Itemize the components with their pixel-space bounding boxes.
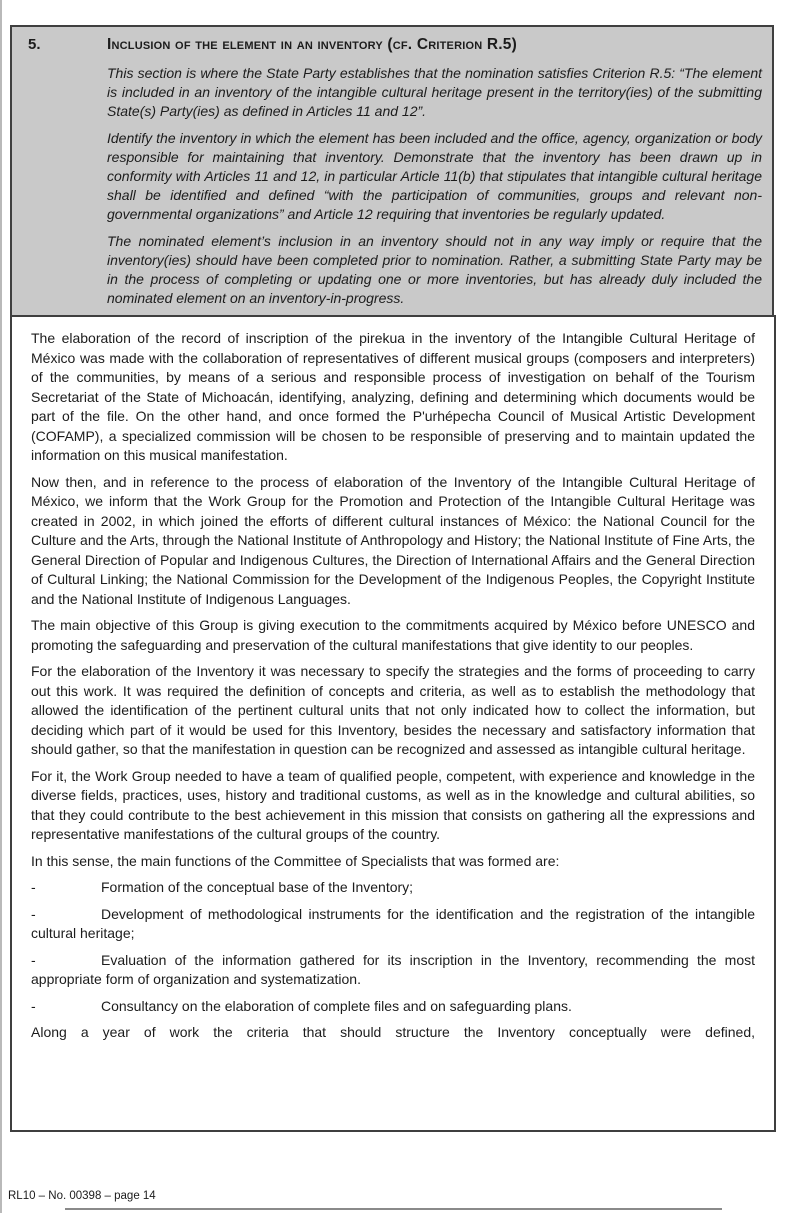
bullet-item — [31, 997, 755, 1017]
bullet-dash: - — [31, 879, 36, 895]
body-paragraph: The elaboration of the record of inscription of the pirekua in the inventory of the Intangible Cultural Heritage of México was made with the collaboration of representatives of different musical groups (composers and interpreters) of the communities, by means of a serious and responsible process of investigation on behalf of the Tourism Secretariat of the State of Michoacán, identifying, analyzing, defining and determining which documents would be part of the file. On the other hand, and once formed the P'urhépecha Council of Musical Artistic Development (COFAMP), a specialized commission will be chosen to be responsible of preserving and to maintain updated the information on this musical manifestation. — [31, 330, 755, 463]
body-paragraph: For the elaboration of the Inventory it was necessary to specify the strategies and the forms of proceeding to carry out this work. It was required the definition of concepts and criteria, as well as to establish the methodology that allowed the identification of the pertinent cultural units that not only indicated how to collect the information, but deciding which part of it would be used for this Inventory, besides the necessary and satisfactory information that should gather, so that the manifestation in question can be recognized and assessed as intangible cultural heritage. — [31, 663, 755, 757]
bullet-dash: - — [31, 951, 36, 968]
bullet-text: Consultancy on the elaboration of complete files and on safeguarding plans. — [101, 997, 572, 1014]
instruction-paragraph: This section is where the State Party establishes that the nomination satisfies Criterion R.5: “The element is included in an inventory of the intangible cultural heritage present in the territory(ies) of the submitting State(s) Party(ies) as defined in Articles 11 and 12”. — [107, 65, 762, 119]
next-table-top-border — [65, 1208, 722, 1210]
page-footer: RL10 – No. 00398 – page 14 — [8, 1190, 156, 1202]
instruction-paragraph: Identify the inventory in which the element has been included and the office, agency, organization or body responsible for maintaining that inventory. Demonstrate that the inventory has been drawn up in conformity with Articles 11 and 12, in particular Article 11(b) that stipulates that intangible cultural heritage shall be identified and defined “with the participation of communities, groups and relevant non-governmental organizations” and Article 12 requiring that inventories be regularly updated. — [107, 130, 762, 222]
bullet-text: Development of methodological instruments for the identification and the registration of the intangible cultural heritage; — [31, 905, 755, 941]
body-paragraph: In this sense, the main functions of the Committee of Specialists that was formed are: — [31, 852, 560, 869]
bullet-item — [31, 951, 755, 990]
bullet-dash: - — [31, 905, 36, 922]
bullet-text: Evaluation of the information gathered for its inscription in the Inventory, recommending the most appropriate form of organization and systematization. — [31, 951, 755, 987]
response-box — [10, 315, 776, 1132]
bullet-item — [31, 905, 755, 944]
section-title: Inclusion of the element in an inventory (cf. Criterion R.5) — [107, 36, 517, 53]
body-paragraph: For it, the Work Group needed to have a team of qualified people, competent, with experience and knowledge in the diverse fields, practices, uses, history and traditional customs, as well as in the knowledge and cultural abilities, so that they could contribute to the best achievement in this mission that consists on gathering all the expressions and representative manifestations of the cultural groups of the country. — [31, 767, 755, 842]
instruction-paragraph: The nominated element’s inclusion in an inventory should not in any way imply or require that the inventory(ies) should have been completed prior to nomination. Rather, a submitting State Party may be in the process of completing or updating one or more inventories, but has already duly included the nominated element on an inventory-in-progress. — [107, 233, 762, 306]
page-left-edge — [0, 0, 2, 1213]
body-paragraph: Now then, and in reference to the process of elaboration of the Inventory of the Intangible Cultural Heritage of México, we inform that the Work Group for the Promotion and Protection of the Intangible Cultural Heritage was created in 2002, in which joined the efforts of different cultural instances of México: the National Council for the Culture and the Arts, through the National Institute of Anthropology and History; the National Institute of Fine Arts, the General Direction of Popular and Indigenous Cultures, the Direction of International Affairs and the General Direction of Cultural Linking; the National Commission for the Development of the Indigenous Peoples, the Copyright Institute and the National Institute of Indigenous Languages. — [31, 473, 755, 607]
bullet-item — [31, 878, 755, 898]
body-paragraph: Along a year of work the criteria that should structure the Inventory conceptually were defined, — [31, 1024, 755, 1040]
section-header-content — [107, 36, 764, 308]
body-paragraph: The main objective of this Group is giving execution to the commitments acquired by México before UNESCO and promoting the safeguarding and preservation of the cultural manifestations that give identity to our peoples. — [31, 617, 755, 653]
bullet-dash: - — [31, 997, 36, 1014]
section-number: 5. — [28, 36, 41, 53]
section-header — [10, 25, 774, 322]
bullet-text: Formation of the conceptual base of the Inventory; — [101, 879, 414, 895]
